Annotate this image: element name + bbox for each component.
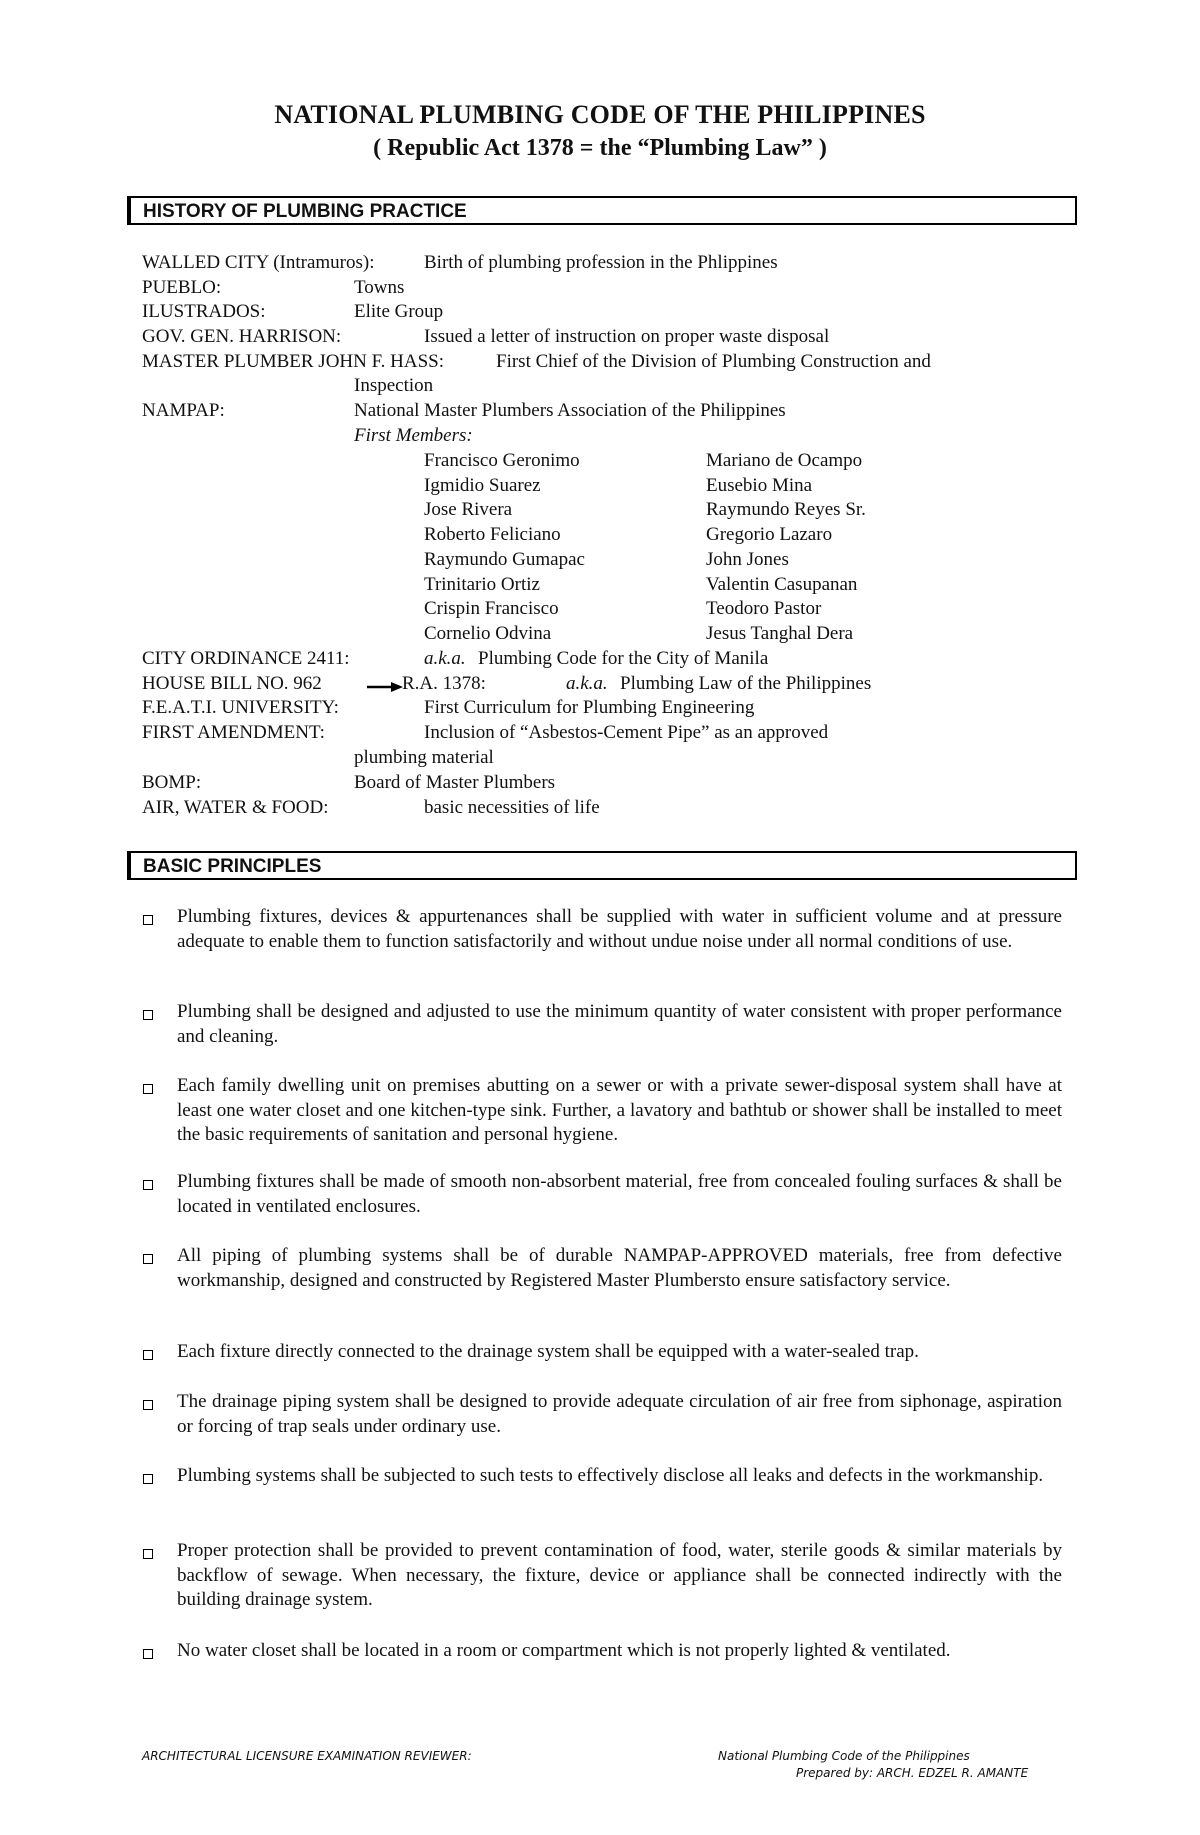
member-name: Cornelio Odvina [424, 623, 552, 644]
checkbox-bullet-icon [143, 1010, 153, 1020]
member-name: Jose Rivera [424, 499, 513, 520]
principle-item: Plumbing shall be designed and adjusted to use the minimum quantity of water consistent with proper performance and cleaning. [177, 1001, 1062, 1047]
checkbox-bullet-icon [143, 1180, 153, 1190]
nampap-term: NAMPAP: [142, 400, 225, 421]
feati-def: First Curriculum for Plumbing Engineering [424, 697, 755, 718]
bomp-term: BOMP: [142, 772, 202, 793]
checkbox-bullet-icon [143, 1084, 153, 1094]
member-name: Roberto Feliciano [424, 524, 561, 545]
amendment-def-cont: plumbing material [354, 747, 494, 768]
ra-aka: a.k.a. [566, 673, 608, 694]
member-name: Raymundo Reyes Sr. [706, 499, 866, 520]
ordinance-aka: a.k.a. [424, 648, 466, 669]
principle-item: All piping of plumbing systems shall be of durable NAMPAP-APPROVED materials, free from defective workmanship, designed and constructed by Registered Master Plumbersto ensure satisfactory service. [177, 1245, 1062, 1291]
ilustrados-term: ILUSTRADOS: [142, 301, 266, 322]
checkbox-bullet-icon [143, 1254, 153, 1264]
document-title: NATIONAL PLUMBING CODE OF THE PHILIPPINES [274, 100, 926, 129]
member-name: Teodoro Pastor [706, 598, 822, 619]
air-water-food-term: AIR, WATER & FOOD: [142, 797, 329, 818]
checkbox-bullet-icon [143, 915, 153, 925]
checkbox-bullet-icon [143, 1549, 153, 1559]
principle-item: Plumbing fixtures, devices & appurtenances shall be supplied with water in sufficient volume and at pressure adequate to enable them to function satisfactorily and without undue noise under all normal conditions of use. [177, 906, 1062, 952]
ordinance-term: CITY ORDINANCE 2411: [142, 648, 350, 669]
ra-term: R.A. 1378: [402, 673, 486, 694]
first-members-label: First Members: [354, 425, 473, 446]
air-water-food-def: basic necessities of life [424, 797, 600, 818]
member-name: Valentin Casupanan [706, 574, 858, 595]
pueblo-def: Towns [354, 277, 405, 298]
member-name: Jesus Tanghal Dera [706, 623, 854, 644]
ordinance-def: Plumbing Code for the City of Manila [478, 648, 769, 669]
walled-city-term: WALLED CITY (Intramuros): [142, 252, 375, 273]
principles-section-header [127, 851, 1077, 880]
hass-term: MASTER PLUMBER JOHN F. HASS: [142, 351, 445, 372]
house-bill-term: HOUSE BILL NO. 962 [142, 673, 322, 694]
checkbox-bullet-icon [143, 1400, 153, 1410]
ilustrados-def: Elite Group [354, 301, 444, 322]
checkbox-bullet-icon [143, 1350, 153, 1360]
checkbox-bullet-icon [143, 1474, 153, 1484]
member-name: Mariano de Ocampo [706, 450, 863, 471]
footer-right-author: Prepared by: ARCH. EDZEL R. AMANTE [796, 1766, 1029, 1780]
member-name: Trinitario Ortiz [424, 574, 540, 595]
history-heading: HISTORY OF PLUMBING PRACTICE [143, 201, 467, 222]
hass-def: First Chief of the Division of Plumbing Construction and [496, 351, 931, 372]
feati-term: F.E.A.T.I. UNIVERSITY: [142, 697, 339, 718]
member-name: Igmidio Suarez [424, 475, 541, 496]
member-name: Raymundo Gumapac [424, 549, 585, 570]
member-name: John Jones [706, 549, 789, 570]
ra-def: Plumbing Law of the Philippines [620, 673, 872, 694]
harrison-term: GOV. GEN. HARRISON: [142, 326, 342, 347]
harrison-def: Issued a letter of instruction on proper waste disposal [424, 326, 830, 347]
hass-def-cont: Inspection [354, 375, 434, 396]
bomp-def: Board of Master Plumbers [354, 772, 556, 793]
footer-left: ARCHITECTURAL LICENSURE EXAMINATION REVIEWER: [142, 1749, 472, 1763]
walled-city-def: Birth of plumbing profession in the Phlippines [424, 252, 778, 273]
principle-item: Proper protection shall be provided to prevent contamination of food, water, sterile goods & similar materials by backflow of sewage. When necessary, the fixture, device or appliance shall be connected indirectly with the building drainage system. [177, 1540, 1062, 1611]
principles-heading: BASIC PRINCIPLES [143, 856, 322, 877]
principle-item: Each fixture directly connected to the drainage system shall be equipped with a water-sealed trap. [177, 1341, 919, 1362]
member-name: Gregorio Lazaro [706, 524, 833, 545]
nampap-def: National Master Plumbers Association of the Philippines [354, 400, 786, 421]
history-section-header [127, 196, 1077, 225]
principle-item: The drainage piping system shall be designed to provide adequate circulation of air free from siphonage, aspiration or forcing of trap seals under ordinary use. [177, 1391, 1062, 1437]
member-name: Crispin Francisco [424, 598, 559, 619]
principle-item: Each family dwelling unit on premises abutting on a sewer or with a private sewer-disposal system shall have at least one water closet and one kitchen-type sink. Further, a lavatory and bathtub or shower shall be installed to meet the basic requirements of sanitation and personal hygiene. [177, 1075, 1062, 1146]
principle-item: Plumbing fixtures shall be made of smooth non-absorbent material, free from concealed fouling surfaces & shall be located in ventilated enclosures. [177, 1171, 1062, 1217]
amendment-term: FIRST AMENDMENT: [142, 722, 325, 743]
member-name: Eusebio Mina [706, 475, 813, 496]
footer-right-title: National Plumbing Code of the Philippines [718, 1749, 970, 1763]
principle-item: No water closet shall be located in a room or compartment which is not properly lighted & ventilated. [177, 1640, 951, 1661]
principle-item: Plumbing systems shall be subjected to such tests to effectively disclose all leaks and defects in the workmanship. [177, 1465, 1044, 1486]
arrow-right-icon [367, 682, 403, 692]
document-subtitle: ( Republic Act 1378 = the “Plumbing Law” ) [373, 135, 827, 161]
checkbox-bullet-icon [143, 1649, 153, 1659]
amendment-def: Inclusion of “Asbestos-Cement Pipe” as an approved [424, 722, 829, 743]
pueblo-term: PUEBLO: [142, 277, 222, 298]
member-name: Francisco Geronimo [424, 450, 580, 471]
